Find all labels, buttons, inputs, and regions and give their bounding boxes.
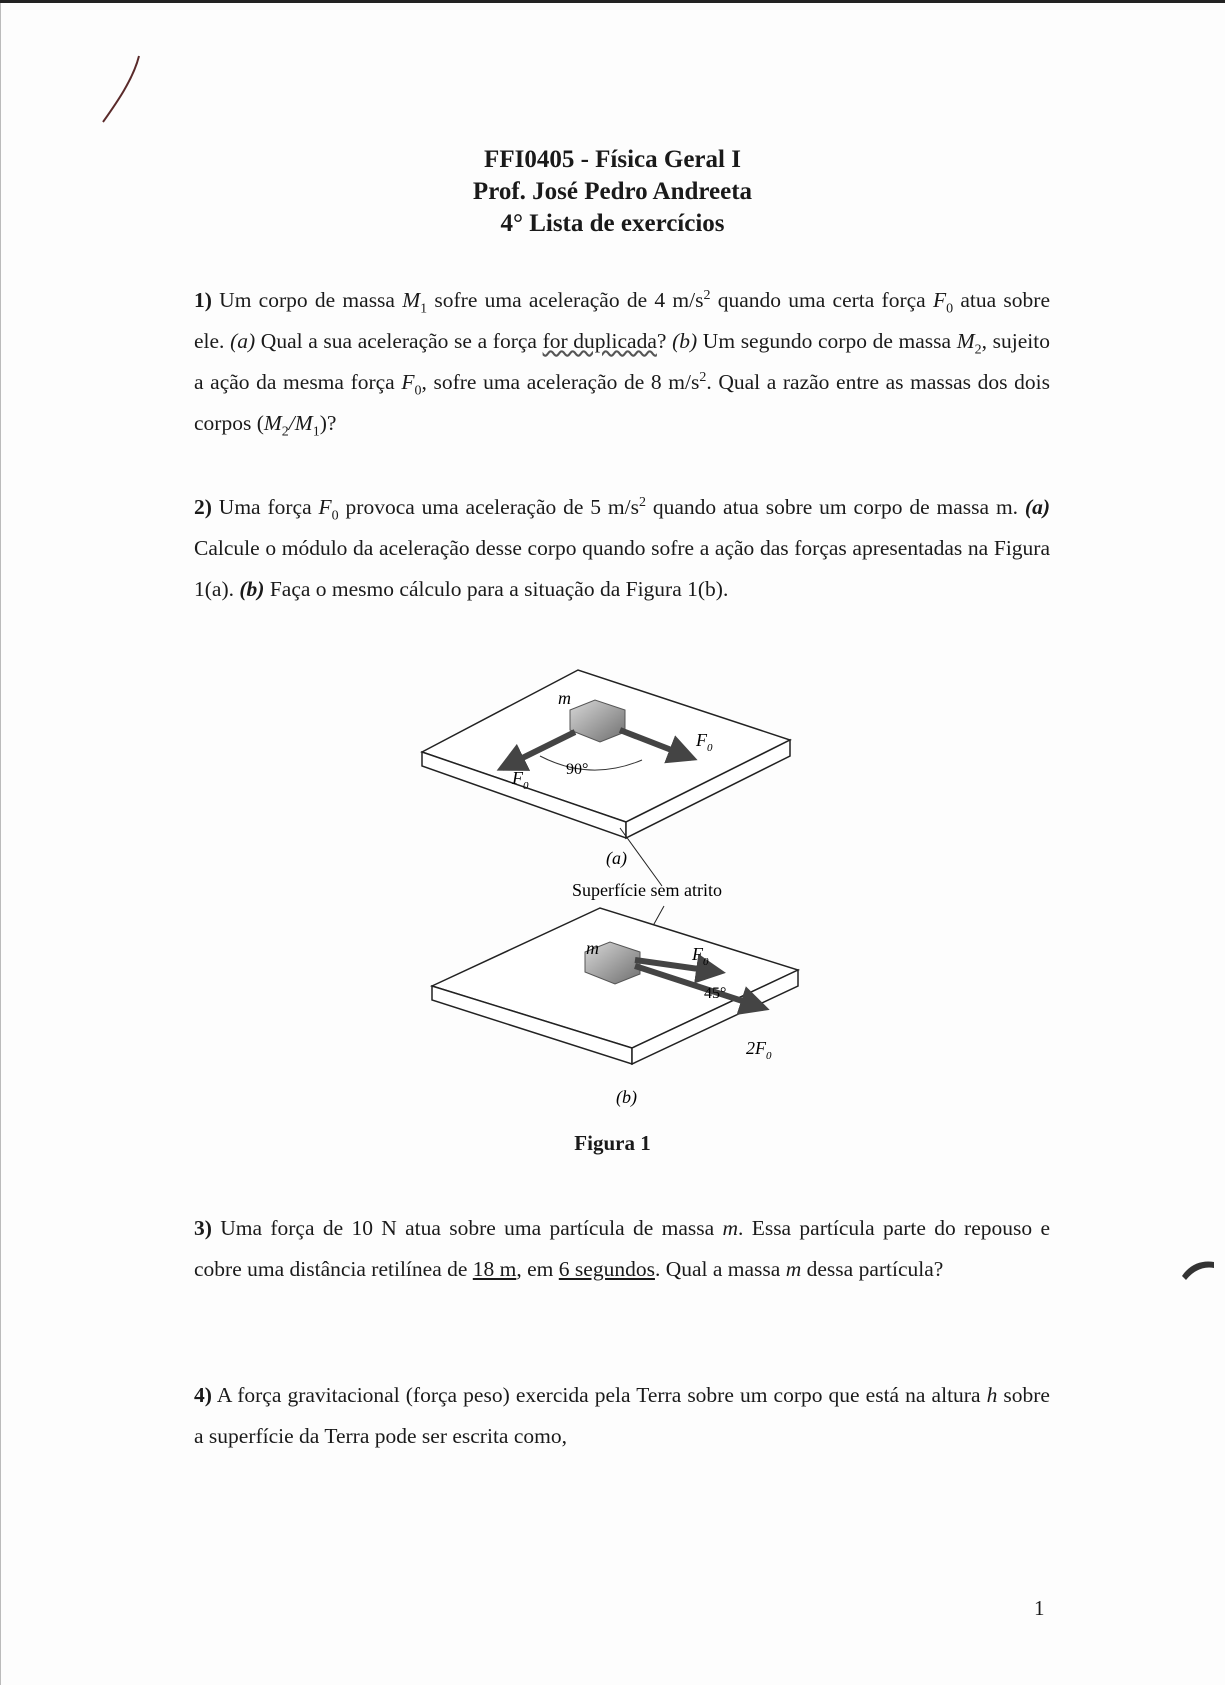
surface-label: Superfície sem atrito — [572, 880, 722, 900]
text: . Qual a razão entre as massas dos dois corpos ( — [194, 370, 1050, 435]
subscript: 0 — [946, 301, 954, 317]
superscript: 2 — [638, 494, 646, 510]
plate-a — [422, 670, 790, 838]
document-header — [0, 144, 1225, 240]
figure-label-b: (b) — [616, 1087, 637, 1107]
underlined-text: 6 segundos — [558, 1257, 655, 1281]
symbol: M — [402, 288, 421, 312]
text: )? — [319, 411, 337, 435]
symbol: M — [956, 329, 975, 353]
subscript: 0 — [331, 508, 339, 524]
text: quando uma certa força — [710, 288, 933, 312]
force-label-b2: $2F_0$ — [746, 1038, 772, 1062]
item-marker: (b) — [672, 329, 698, 353]
question-4 — [194, 1375, 1050, 1457]
symbol: m — [785, 1257, 802, 1281]
question-1 — [194, 280, 1050, 444]
question-number: 1) — [194, 288, 212, 312]
angle-label-a: 90° — [566, 761, 589, 778]
symbol: M — [294, 411, 313, 435]
mass-label-a: m — [558, 688, 571, 708]
text: provoca uma aceleração de 5 m/s — [338, 495, 639, 519]
mass-label-b: m — [586, 938, 599, 958]
pen-mark — [95, 50, 155, 130]
subscript: 1 — [420, 301, 428, 317]
subscript: 0 — [414, 383, 422, 399]
text: Uma força — [211, 495, 319, 519]
text: . Essa partícula parte do repouso e cobre uma distância retilínea de — [194, 1216, 1050, 1281]
question-2 — [194, 487, 1050, 610]
superscript: 2 — [703, 287, 711, 303]
force-label-b1: $F_0$ — [692, 944, 709, 968]
text: . Qual a massa — [654, 1257, 786, 1281]
figure-1 — [420, 660, 820, 1120]
subscript: 2 — [974, 342, 982, 358]
symbol: h — [986, 1383, 998, 1407]
question-number: 2) — [194, 495, 212, 519]
professor-name: Prof. José Pedro Andreeta — [472, 178, 753, 205]
item-marker: (a) — [230, 329, 256, 353]
list-title: 4° Lista de exercícios — [500, 210, 725, 237]
figure-caption: Figura 1 — [574, 1131, 651, 1155]
symbol: F — [401, 370, 415, 394]
text: Um corpo de massa — [211, 288, 403, 312]
text: sofre uma aceleração de 4 m/s — [427, 288, 704, 312]
text: Qual a sua aceleração se a força — [255, 329, 543, 353]
text: Um segundo corpo de massa — [697, 329, 957, 353]
text: Calcule o módulo da aceleração desse corpo quando sofre a ação das forças apresentadas na Figura 1(a). — [194, 536, 1050, 601]
text: , sujeito a ação da mesma força — [194, 329, 1050, 394]
page-number: 1 — [1034, 1596, 1045, 1620]
symbol: M — [263, 411, 282, 435]
item-marker: (b) — [239, 577, 265, 601]
text: Faça o mesmo cálculo para a situação da Figura 1(b). — [264, 577, 729, 601]
question-3 — [194, 1208, 1050, 1290]
item-marker: (a) — [1024, 495, 1050, 519]
force-label-a1: $F_0$ — [696, 730, 713, 754]
superscript: 2 — [699, 369, 707, 385]
symbol: F — [932, 288, 947, 312]
plate-b — [432, 908, 798, 1064]
subscript: 1 — [312, 424, 320, 440]
underlined-text: for duplicada — [542, 329, 657, 353]
text: quando atua sobre um corpo de massa m. — [645, 495, 1025, 519]
force-label-a2: $F_0$ — [512, 768, 529, 792]
text: ? — [656, 329, 673, 353]
symbol: / — [288, 411, 295, 435]
text: , em — [516, 1257, 559, 1281]
course-title: FFI0405 - Física Geral I — [484, 146, 741, 173]
text: atua sobre ele. — [194, 288, 1050, 353]
text: Uma força de 10 N atua sobre uma partícula de massa — [211, 1216, 723, 1240]
binder-mark — [1178, 1250, 1218, 1290]
question-number: 3) — [194, 1216, 212, 1240]
text: sobre a superfície da Terra pode ser escrita como, — [194, 1383, 1050, 1448]
subscript: 2 — [281, 424, 289, 440]
text: dessa partícula? — [801, 1257, 944, 1281]
angle-label-b: 45° — [704, 985, 727, 1002]
text: , sofre uma aceleração de 8 m/s — [421, 370, 700, 394]
question-number: 4) — [194, 1383, 212, 1407]
symbol: F — [318, 495, 332, 519]
figure-label-a: (a) — [606, 848, 627, 868]
text: A força gravitacional (força peso) exercida pela Terra sobre um corpo que está na altura — [211, 1383, 987, 1407]
symbol: m — [722, 1216, 738, 1240]
underlined-text: 18 m — [472, 1257, 517, 1281]
